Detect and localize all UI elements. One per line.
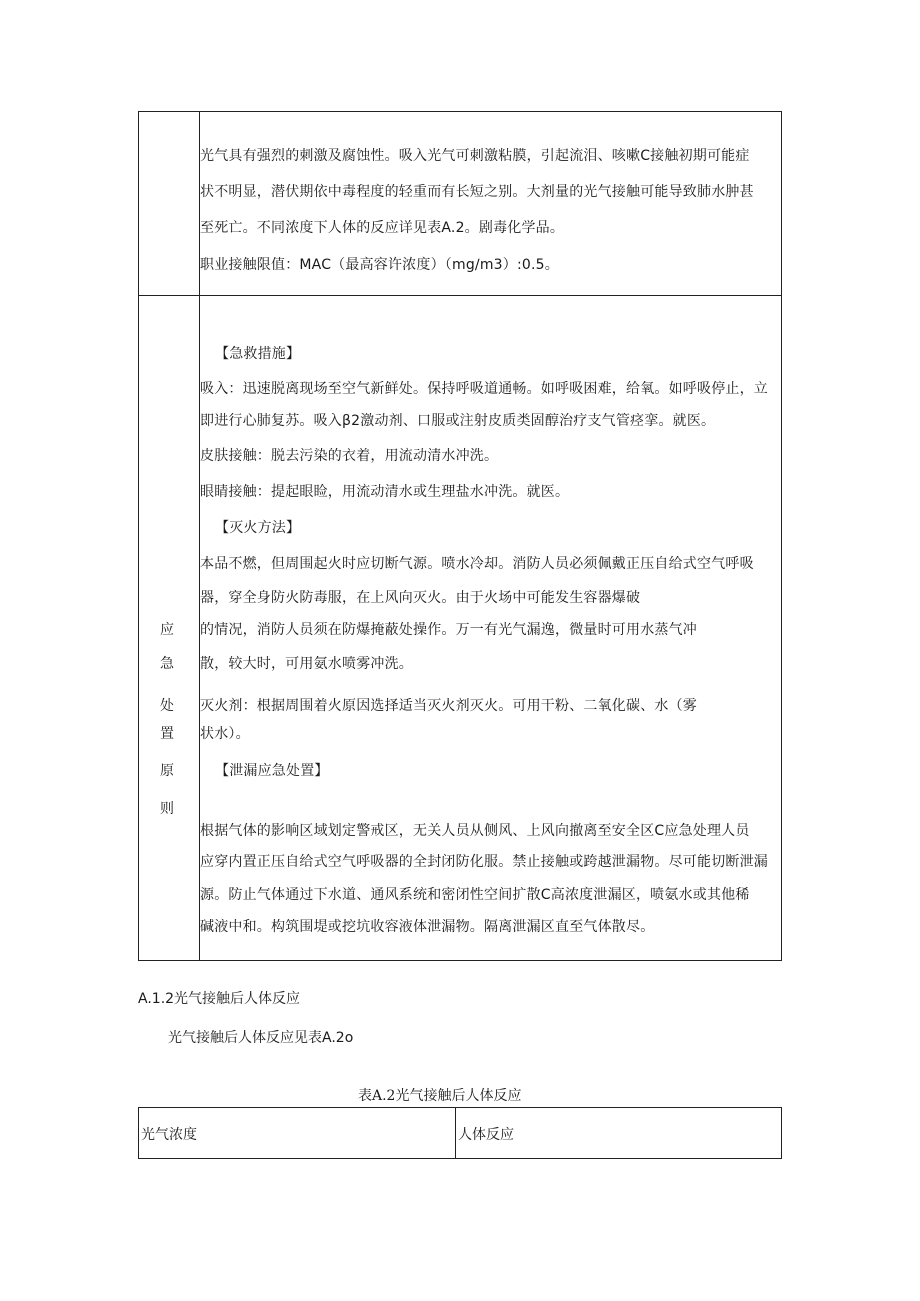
first-aid-line: 即进行心肺复苏。吸入β2激动剂、口服或注射皮质类固醇治疗支气管痉挛。就医。 <box>200 413 716 429</box>
first-aid-line: 眼睛接触：提起眼睑，用流动清水或生理盐水冲洗。就医。 <box>200 484 570 500</box>
firefighting-line: 本品不燃，但周围起火时应切断气源。喷水冷却。消防人员必须佩戴正压自给式空气呼吸 <box>200 556 754 572</box>
reaction-table <box>138 1107 782 1159</box>
column-divider <box>455 1108 456 1158</box>
row-label-char: 则 <box>160 801 174 817</box>
toxicity-line-1: 光气具有强烈的刺激及腐蚀性。吸入光气可刺激粘膜，引起流泪、咳嗽C接触初期可能症 <box>200 148 750 164</box>
first-aid-heading: 【急救措施】 <box>215 346 301 362</box>
table-caption: 表A.2光气接触后人体反应 <box>358 1088 522 1104</box>
toxicity-line-3: 至死亡。不同浓度下人体的反应详见表A.2。剧毒化学品。 <box>200 220 565 236</box>
row-label-char: 应 <box>160 622 174 638</box>
leak-response-line: 应穿内置正压自给式空气呼吸器的全封闭防化服。禁止接触或跨越泄漏物。尽可能切断泄漏 <box>200 854 768 870</box>
leak-response-line: 根据气体的影响区域划定警戒区，无关人员从侧风、上风向撤离至安全区C应急处理人员 <box>200 823 750 839</box>
exposure-limit-line: 职业接触限值：MAC（最高容许浓度）（mg∕m3）:0.5。 <box>200 257 559 273</box>
section-heading: A.1.2光气接触后人体反应 <box>138 991 301 1007</box>
row-divider <box>139 295 781 296</box>
firefighting-line: 散，较大时，可用氨水喷雾冲洗。 <box>200 656 413 672</box>
toxicity-line-2: 状不明显，潜伏期依中毒程度的轻重而有长短之别。大剂量的光气接触可能导致肺水肿甚 <box>200 184 754 200</box>
row-label-char: 置 <box>160 726 174 742</box>
firefighting-line: 器，穿全身防火防毒服，在上风向灭火。由于火场中可能发生容器爆破 <box>200 590 641 606</box>
extinguisher-line: 状水）。 <box>200 726 250 742</box>
firefighting-heading: 【灭火方法】 <box>215 520 301 536</box>
row-label-char: 处 <box>160 698 174 714</box>
first-aid-line: 吸入：迅速脱离现场至空气新鲜处。保持呼吸道通畅。如呼吸困难，给氧。如呼吸停止，立 <box>200 381 768 397</box>
leak-response-heading: 【泄漏应急处置】 <box>215 763 329 779</box>
row-label-char: 急 <box>160 656 174 672</box>
leak-response-line: 源。防止气体通过下水道、通风系统和密闭性空间扩散C高浓度泄漏区，喷氨水或其他稀 <box>200 887 750 903</box>
header-reaction: 人体反应 <box>458 1127 514 1143</box>
extinguisher-line: 灭火剂：根据周围着火原因选择适当灭火剂灭火。可用干粉、二氧化碳、水（雾 <box>200 698 697 714</box>
leak-response-line: 碱液中和。构筑围堤或挖坑收容液体泄漏物。隔离泄漏区直至气体散尽。 <box>200 919 655 935</box>
firefighting-line: 的情况，消防人员须在防爆掩蔽处操作。万一有光气漏逸，微量时可用水蒸气冲 <box>200 622 697 638</box>
section-text: 光气接触后人体反应见表A.2o <box>168 1030 354 1046</box>
first-aid-line: 皮肤接触：脱去污染的衣着，用流动清水冲洗。 <box>200 448 499 464</box>
row-label-char: 原 <box>160 763 174 779</box>
header-concentration: 光气浓度 <box>141 1127 197 1143</box>
